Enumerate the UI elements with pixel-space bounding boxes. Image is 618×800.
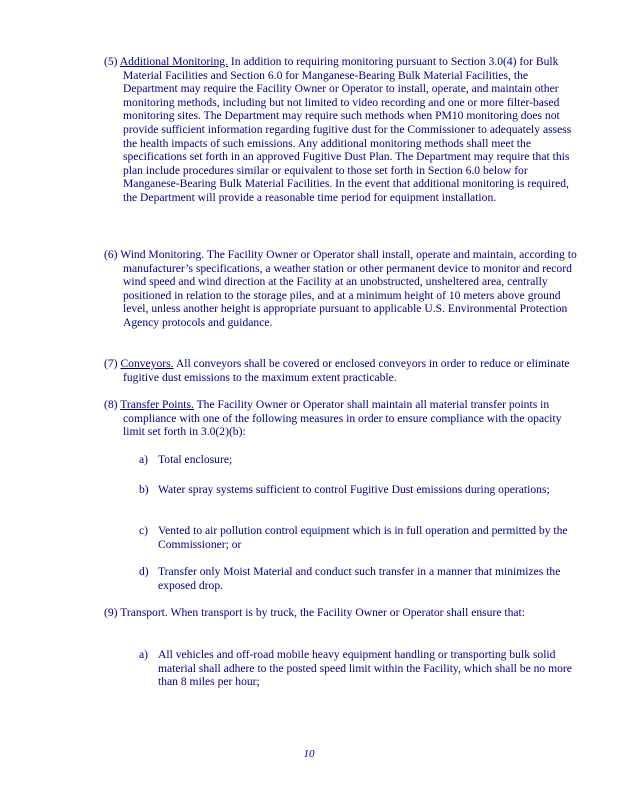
paragraph-5-number: (5) bbox=[104, 55, 118, 68]
paragraph-6-heading: Wind Monitoring. bbox=[120, 248, 205, 261]
list-item-9a bbox=[139, 648, 579, 689]
paragraph-6-number: (6) bbox=[104, 248, 118, 261]
paragraph-8-number: (8) bbox=[104, 398, 118, 411]
paragraph-9-heading: Transport. bbox=[120, 606, 168, 619]
list-item-text: Vented to air pollution control equipment which is in full operation and permitted by the Commissioner; or bbox=[158, 524, 568, 551]
list-item-text: Water spray systems sufficient to control Fugitive Dust emissions during operations; bbox=[158, 483, 550, 496]
paragraph-5-additional-monitoring bbox=[104, 55, 582, 205]
paragraph-6-body: The Facility Owner or Operator shall install, operate and maintain, according to manufacturer’s specifications, a weather station or other permanent device to monitor and record wind speed and wind direction at the Facility at an unobstructed, unsheltered area, centrally positioned in relation to the storage piles, and at a minimum height of 10 meters above ground level, unless another height is appropriate pursuant to applicable U.S. Environmental Protection Agency protocols and guidance. bbox=[123, 248, 577, 329]
paragraph-5-body: In addition to requiring monitoring pursuant to Section 3.0(4) for Bulk Material Facilities and Section 6.0 for Manganese-Bearing Bulk Material Facilities, the Department may require the Facility Owner or Operator to install, operate, and maintain other monitoring methods, including but not limited to video recording and one or more filter-based monitoring sites. The Department may require such methods when PM10 monitoring does not provide sufficient information regarding fugitive dust for the Commissioner to adequately assess the health impacts of such emissions. Any additional monitoring methods shall meet the specifications set forth in an approved Fugitive Dust Plan. The Department may require that this plan include procedures similar or equivalent to those set forth in Section 6.0 below for Manganese-Bearing Bulk Material Facilities. In the event that additional monitoring is required, the Department will provide a reasonable time period for equipment installation. bbox=[123, 55, 572, 204]
list-item-text: All vehicles and off-road mobile heavy equipment handling or transporting bulk solid material shall adhere to the posted speed limit within the Facility, which shall be no more than 8 miles per hour; bbox=[158, 648, 572, 689]
paragraph-7-conveyors bbox=[104, 357, 582, 384]
list-item-8a bbox=[139, 453, 579, 467]
paragraph-9-transport bbox=[104, 606, 582, 620]
list-item-8b bbox=[139, 483, 579, 497]
list-marker: b) bbox=[139, 483, 149, 496]
paragraph-9-body: When transport is by truck, the Facility Owner or Operator shall ensure that: bbox=[170, 606, 525, 619]
list-marker: d) bbox=[139, 565, 149, 578]
paragraph-7-number: (7) bbox=[104, 357, 118, 370]
list-item-text: Transfer only Moist Material and conduct such transfer in a manner that minimizes the exposed drop. bbox=[158, 565, 561, 592]
list-item-text: Total enclosure; bbox=[158, 453, 233, 466]
paragraph-9-number: (9) bbox=[104, 606, 118, 619]
paragraph-7-heading: Conveyors. bbox=[120, 357, 174, 370]
paragraph-8-body: The Facility Owner or Operator shall maintain all material transfer points in compliance with one of the following measures in order to ensure compliance with the opacity limit set forth in 3.0(2)(b): bbox=[123, 398, 562, 439]
list-marker: a) bbox=[139, 453, 149, 466]
list-item-8c bbox=[139, 524, 579, 551]
paragraph-5-heading: Additional Monitoring. bbox=[119, 55, 229, 68]
paragraph-8-heading: Transfer Points. bbox=[120, 398, 194, 411]
list-marker: c) bbox=[139, 524, 149, 537]
paragraph-7-body: All conveyors shall be covered or enclosed conveyors in order to reduce or eliminate fugitive dust emissions to the maximum extent practicable. bbox=[123, 357, 570, 384]
list-marker: a) bbox=[139, 648, 149, 661]
paragraph-8-transfer-points bbox=[104, 398, 582, 439]
list-item-8d bbox=[139, 565, 579, 592]
paragraph-6-wind-monitoring bbox=[104, 248, 582, 330]
page-number: 10 bbox=[303, 748, 315, 760]
